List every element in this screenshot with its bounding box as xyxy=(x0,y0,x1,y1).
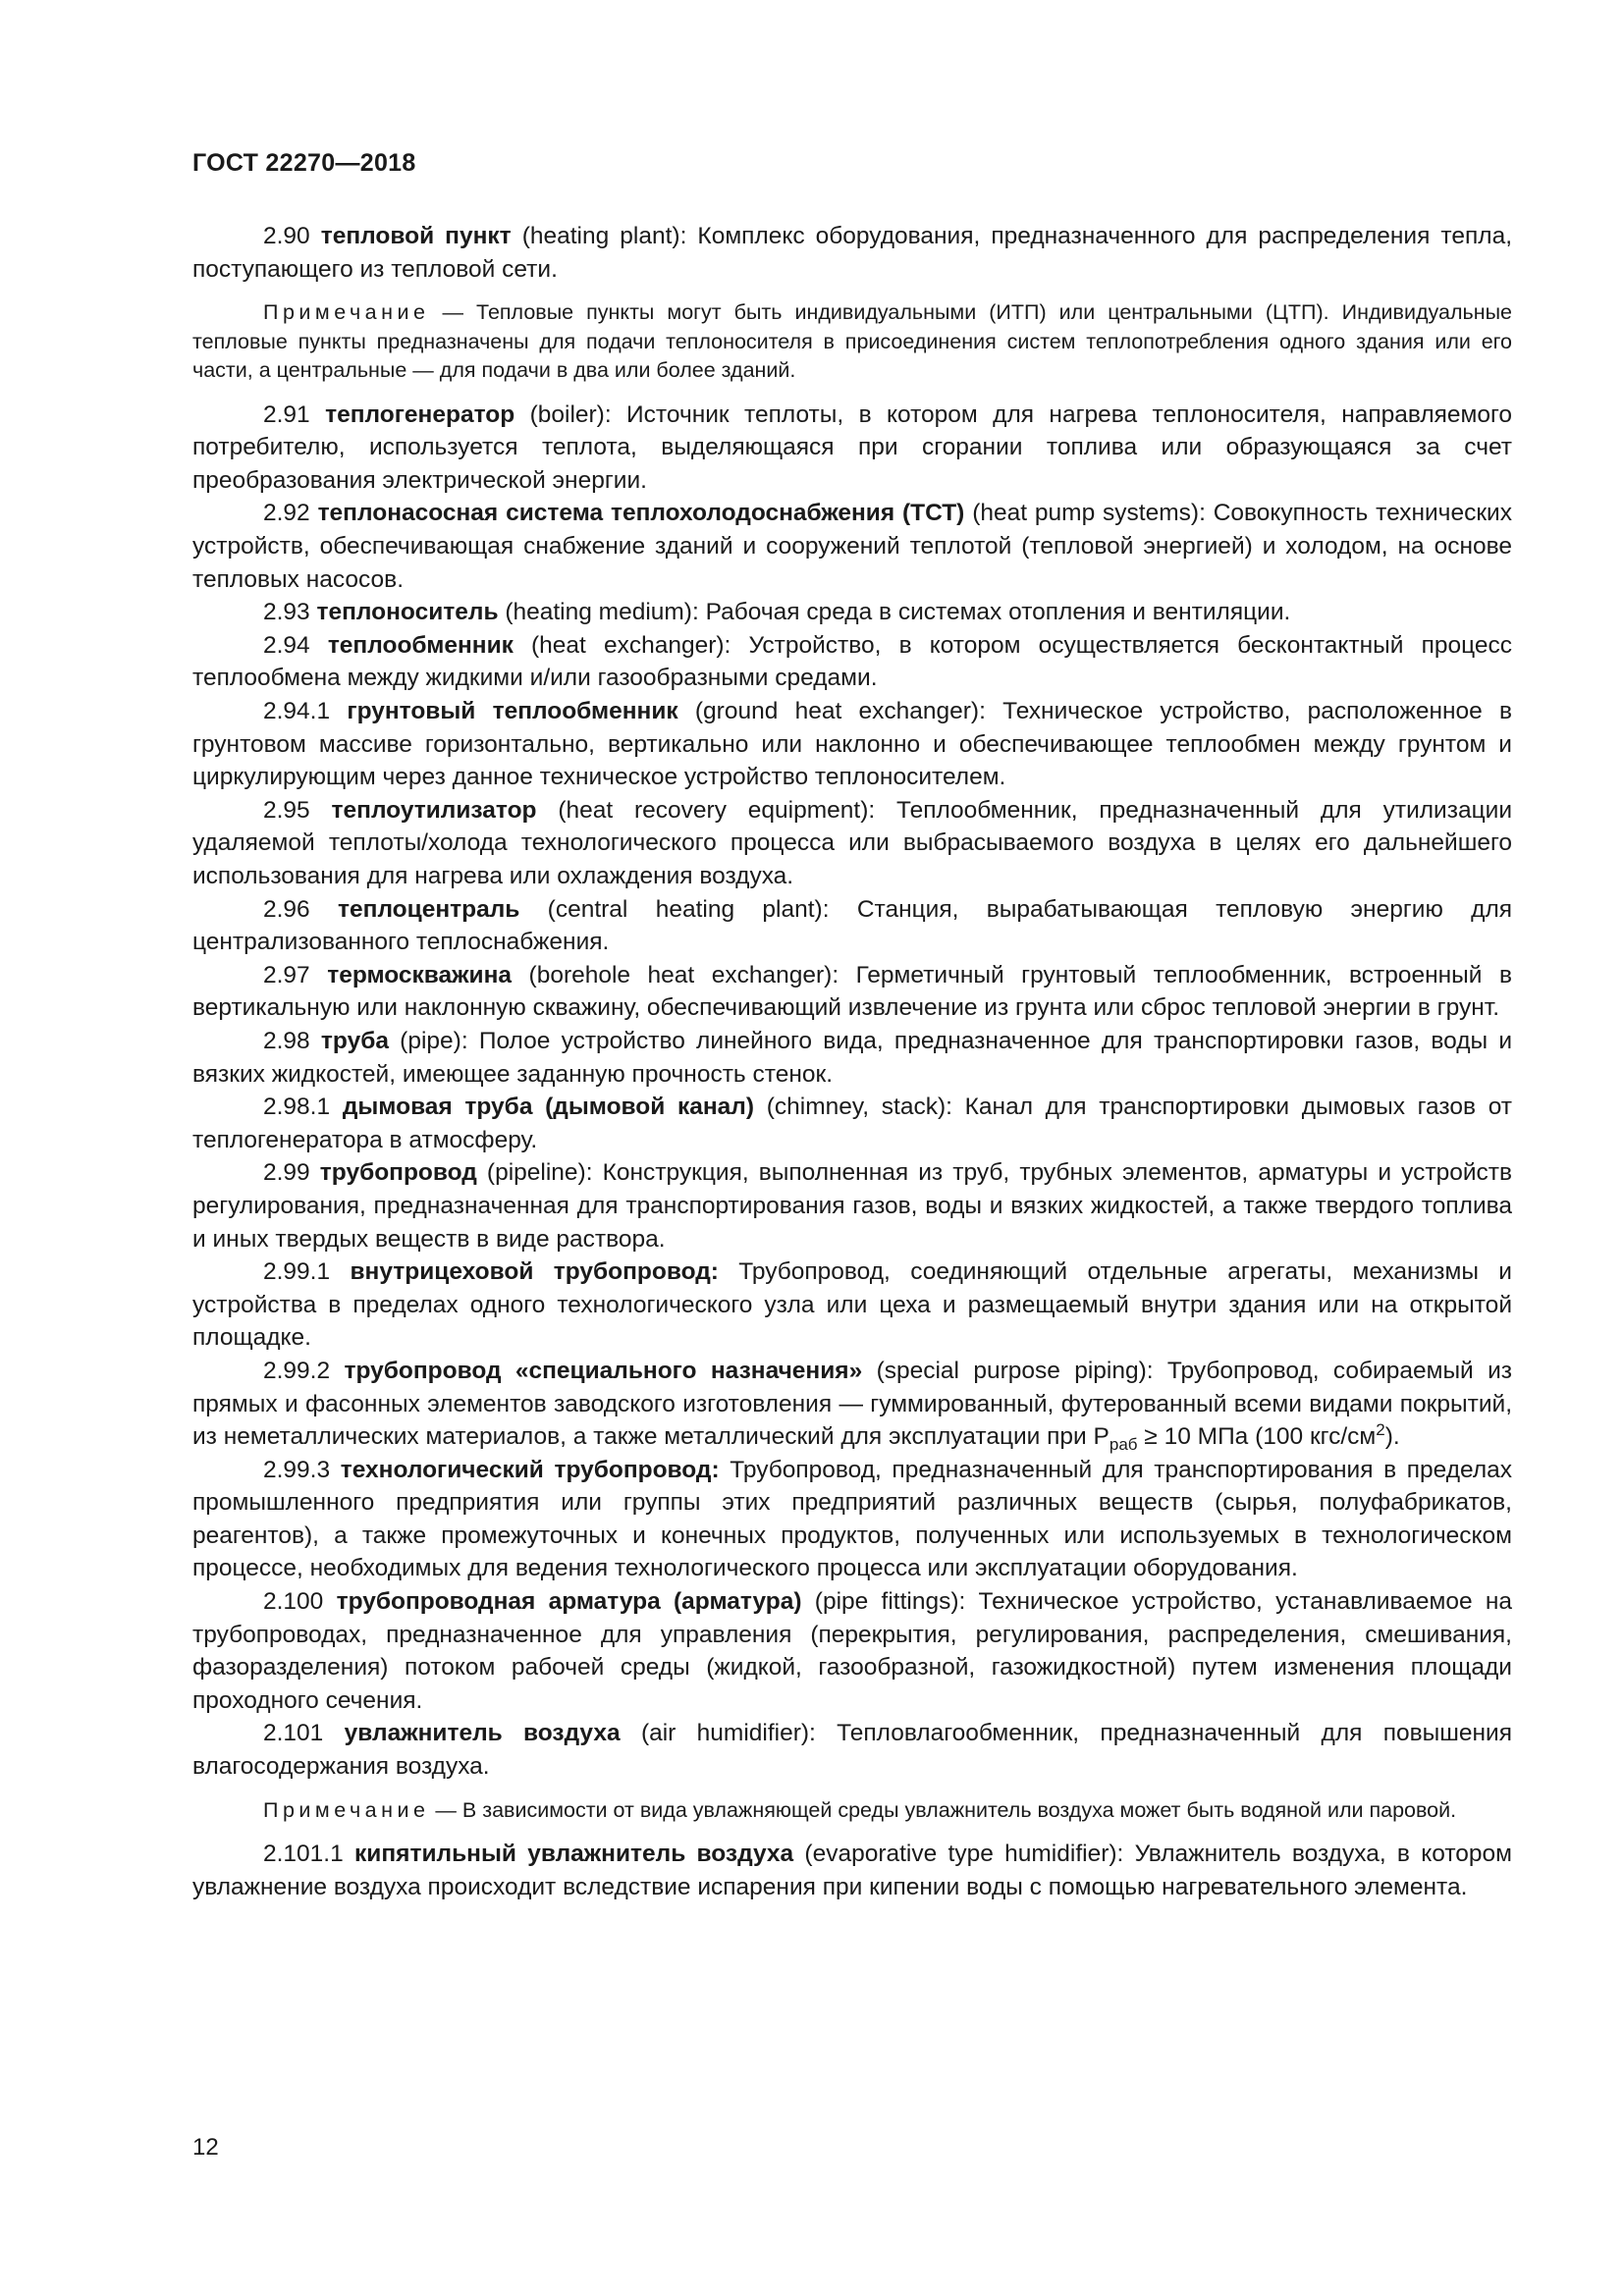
clause-number: 2.100 xyxy=(263,1588,324,1616)
clause-number: 2.97 xyxy=(263,961,310,988)
english-term: (pipeline) xyxy=(476,1159,586,1187)
note-text: — Тепловые пункты могут быть индивидуальными (ИТП) или центральными (ЦТП). Индивидуальные тепловые пункты предназначены для подачи теплоносителя в присоединения систем теплопотребления одного здания или его части, а центральные — для подачи в два или более зданий. xyxy=(192,300,1512,383)
english-term: (special purpose piping) xyxy=(862,1357,1147,1384)
clause-number: 2.99.3 xyxy=(263,1456,331,1483)
definition-2-98-1 xyxy=(192,1091,1512,1156)
english-term: (air humidifier) xyxy=(620,1720,810,1747)
english-term: (chimney, stack) xyxy=(754,1094,947,1121)
term: теплонасосная система теплохолодоснабжения (ТСТ) xyxy=(317,500,965,527)
definition-2-98 xyxy=(192,1025,1512,1091)
definition-text: : Канал для транспортировки дымовых газов от теплогенератора в атмосферу. xyxy=(192,1094,1513,1153)
english-term: (boiler) xyxy=(514,400,605,428)
definition-text: : Станция, вырабатывающая тепловую энергию для централизованного теплоснабжения. xyxy=(192,895,1513,956)
english-term: (heating plant) xyxy=(511,223,680,249)
definition-text: : Устройство, в котором осуществляется бесконтактный процесс теплообмена между жидкими и/или газообразными средами. xyxy=(192,631,1512,692)
definition-2-94 xyxy=(192,629,1512,695)
english-term: (ground heat exchanger) xyxy=(677,698,980,725)
definition-text: : Теплообменник, предназначенный для утилизации удаляемой теплоты/холода технологического процесса или выбрасываемого воздуха в целях его дальнейшего использования для нагрева или охлаждения воздуха. xyxy=(192,796,1512,889)
definition-2-99 xyxy=(192,1156,1512,1255)
term: теплоноситель xyxy=(316,599,499,626)
clause-number: 2.99 xyxy=(263,1159,310,1187)
term: трубопроводная арматура (арматура) xyxy=(336,1588,802,1616)
term: теплоцентраль xyxy=(338,895,520,923)
definition-text-end: ). xyxy=(1384,1423,1400,1451)
definition-2-94-1 xyxy=(192,695,1512,794)
clause-number: 2.99.2 xyxy=(263,1357,331,1384)
term: теплообменник xyxy=(327,631,514,659)
term: тепловой пункт xyxy=(320,223,512,249)
term: термоскважина xyxy=(327,961,513,988)
definition-text: : Увлажнитель воздуха, в котором увлажнение воздуха происходит вследствие испарения при кипении воды с помощью нагревательного элемента. xyxy=(192,1841,1512,1900)
term: грунтовый теплообменник xyxy=(347,698,678,725)
english-term: (central heating plant) xyxy=(519,895,823,923)
definition-text: : Комплекс оборудования, предназначенного для распределения тепла, поступающего из тепловой сети. xyxy=(192,223,1512,283)
definition-2-91 xyxy=(192,399,1512,498)
definition-2-95 xyxy=(192,794,1512,893)
clause-number: 2.101.1 xyxy=(263,1841,344,1868)
english-term: (heat pump systems) xyxy=(964,500,1200,527)
definition-text: : Техническое устройство, устанавливаемое на трубопроводах, предназначенное для управления (перекрытия, регулирования, распределения, смешивания, фазоразделения) потоком рабочей среды (жидкой, газообразной, газожидкостной) путем изменения площади проходного сечения. xyxy=(192,1588,1512,1714)
clause-number: 2.90 xyxy=(263,223,310,249)
subscript: раб xyxy=(1109,1435,1138,1455)
clause-number: 2.94.1 xyxy=(263,698,331,725)
definition-text: : Техническое устройство, расположенное в грунтовом массиве горизонтально, вертикально или наклонно и обеспечивающее теплообмен между грунтом и циркулирующим через данное техническое устройство теплоносителем. xyxy=(192,698,1513,791)
english-term: (evaporative type humidifier) xyxy=(793,1841,1117,1868)
definition-2-101-1 xyxy=(192,1838,1512,1903)
definition-2-92 xyxy=(192,497,1512,596)
clause-number: 2.99.1 xyxy=(263,1258,331,1286)
document-body xyxy=(192,220,1512,1903)
definition-text: : Тепловлагообменник, предназначенный для повышения влагосодержания воздуха. xyxy=(192,1720,1512,1781)
definition-text: : Герметичный грунтовый теплообменник, встроенный в вертикальную или наклонную скважину, обеспечивающий извлечение из грунта или сброс тепловой энергии в грунт. xyxy=(192,961,1512,1022)
clause-number: 2.92 xyxy=(263,500,310,527)
definition-text: : Конструкция, выполненная из труб, трубных элементов, арматуры и устройств регулирования, предназначенная для транспортирования газов, воды и вязких жидкостей, а также твердого топлива и иных твердых веществ в виде раствора. xyxy=(192,1159,1512,1253)
definition-text: : Рабочая среда в системах отопления и вентиляции. xyxy=(691,599,1291,626)
document-header: ГОСТ 22270—2018 xyxy=(192,149,416,177)
definition-2-93 xyxy=(192,596,1512,629)
definition-2-90 xyxy=(192,220,1512,286)
definition-text: : Полое устройство линейного вида, предназначенное для транспортировки газов, воды и вязких жидкостей, имеющее заданную прочность стенок. xyxy=(192,1027,1513,1088)
page-number: 12 xyxy=(192,2134,219,2161)
definition-2-99-3 xyxy=(192,1454,1512,1585)
clause-number: 2.93 xyxy=(263,599,310,626)
term: технологический трубопровод: xyxy=(340,1456,720,1483)
term: теплоутилизатор xyxy=(331,796,537,824)
english-term: (pipe) xyxy=(388,1027,461,1054)
clause-number: 2.98 xyxy=(263,1027,310,1054)
note-text: — В зависимости от вида увлажняющей среды увлажнитель воздуха может быть водяной или паровой. xyxy=(429,1797,1457,1822)
clause-number: 2.98.1 xyxy=(263,1094,331,1121)
clause-number: 2.94 xyxy=(263,631,310,659)
term: трубопровод xyxy=(319,1159,477,1187)
clause-number: 2.95 xyxy=(263,796,310,824)
clause-number: 2.101 xyxy=(263,1720,324,1747)
definition-text: : Совокупность технических устройств, обеспечивающая снабжение зданий и сооружений теплотой (тепловой энергией) и холодом, на основе тепловых насосов. xyxy=(192,500,1512,593)
note-label: Примечание xyxy=(263,300,430,325)
term: кипятильный увлажнитель воздуха xyxy=(354,1841,794,1868)
definition-text-cont: ≥ 10 МПа (100 кгс/см xyxy=(1137,1423,1377,1451)
definition-2-101 xyxy=(192,1717,1512,1783)
english-term: (borehole heat exchanger) xyxy=(512,961,833,988)
definition-text: : Источник теплоты, в котором для нагрева теплоносителя, направляемого потребителю, используется теплота, выделяющаяся при сгорании топлива или образующаяся за счет преобразования электрической энергии. xyxy=(192,400,1513,494)
definition-2-97 xyxy=(192,959,1512,1025)
definition-text: Трубопровод, предназначенный для транспортирования в пределах промышленного предприятия или группы этих предприятий различных веществ (сырья, полуфабрикатов, реагентов), а также промежуточных и конечных продуктов, полученных или используемых в технологическом процессе, необходимых для ведения технологического процесса или эксплуатации оборудования. xyxy=(192,1456,1512,1582)
definition-text: : Трубопровод, собираемый из прямых и фасонных элементов заводского изготовления — гуммированный, футерованный всеми видами покрытий, из неметаллических материалов, а также металлический для эксплуатации при P xyxy=(192,1357,1513,1451)
definition-2-99-2 xyxy=(192,1355,1512,1454)
definition-text: Трубопровод, соединяющий отдельные агрегаты, механизмы и устройства в пределах одного технологического узла или цеха и размещаемый внутри здания или на открытой площадке. xyxy=(192,1258,1512,1352)
definition-2-96 xyxy=(192,893,1512,959)
note-2-90 xyxy=(192,298,1512,386)
superscript: 2 xyxy=(1376,1420,1385,1440)
english-term: (heat exchanger) xyxy=(513,631,725,659)
clause-number: 2.91 xyxy=(263,400,310,428)
english-term: (pipe fittings) xyxy=(801,1588,959,1616)
term: трубопровод «специального назначения» xyxy=(344,1357,863,1384)
definition-2-99-1 xyxy=(192,1255,1512,1355)
note-label: Примечание xyxy=(263,1797,430,1822)
term: труба xyxy=(320,1027,389,1054)
term: дымовая труба (дымовой канал) xyxy=(342,1094,755,1121)
term: увлажнитель воздуха xyxy=(344,1720,621,1747)
english-term: (heating medium) xyxy=(498,599,692,626)
note-2-101 xyxy=(192,1796,1512,1826)
definition-2-100 xyxy=(192,1585,1512,1717)
clause-number: 2.96 xyxy=(263,895,310,923)
term: теплогенератор xyxy=(325,400,515,428)
term: внутрицеховой трубопровод: xyxy=(350,1258,719,1286)
english-term: (heat recovery equipment) xyxy=(536,796,869,824)
